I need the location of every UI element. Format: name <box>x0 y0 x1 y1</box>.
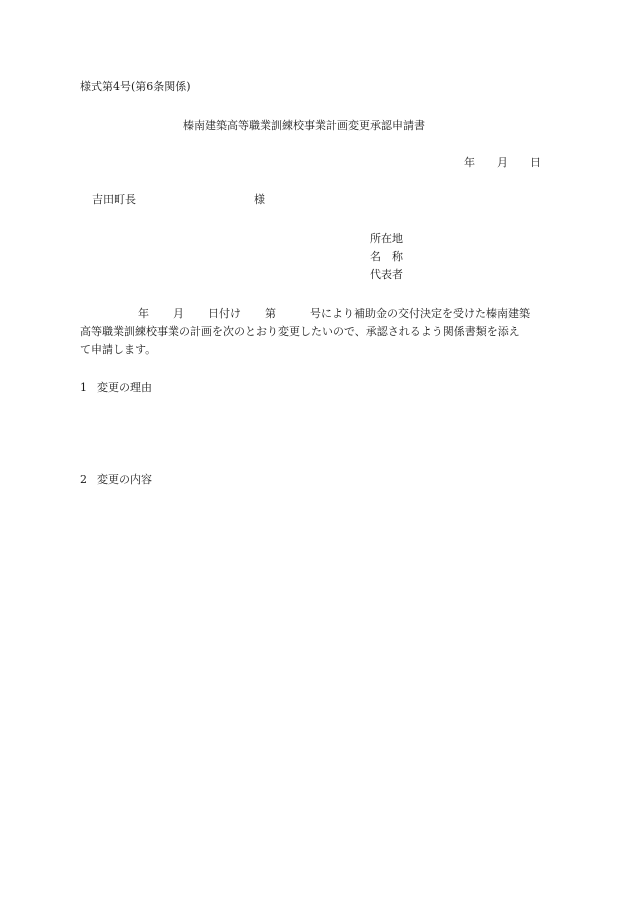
section-number: 1 <box>80 381 87 394</box>
body-line-1 <box>138 308 530 319</box>
applicant-representative-label: 代表者 <box>370 268 403 281</box>
body-number-prefix: 第 <box>265 307 276 320</box>
document-title: 榛南建築高等職業訓練校事業計画変更承認申請書 <box>183 119 425 132</box>
addressee-name: 吉田町長 <box>92 193 136 206</box>
date-month-label: 月 <box>497 156 508 169</box>
section-number: 2 <box>80 473 87 486</box>
body-line-3: て申請します。 <box>80 343 157 356</box>
body-line-1-text: 号により補助金の交付決定を受けた榛南建築 <box>310 307 530 320</box>
date-line <box>464 157 541 168</box>
date-year-label: 年 <box>464 156 475 169</box>
section-label: 変更の内容 <box>97 473 152 486</box>
form-number: 様式第4号(第6条関係) <box>80 80 191 93</box>
addressee-honorific: 様 <box>254 193 265 206</box>
applicant-location-label: 所在地 <box>370 232 403 245</box>
body-line-2: 高等職業訓練校事業の計画を次のとおり変更したいので、承認されるよう関係書類を添え <box>80 325 520 338</box>
body-year-label: 年 <box>138 307 149 320</box>
section-label: 変更の理由 <box>97 381 152 394</box>
body-dated-label: 日付け <box>208 307 241 320</box>
section-change-reason <box>80 382 152 393</box>
body-month-label: 月 <box>173 307 184 320</box>
date-day-label: 日 <box>530 156 541 169</box>
applicant-name-label: 名 称 <box>370 250 403 263</box>
section-change-content <box>80 474 152 485</box>
